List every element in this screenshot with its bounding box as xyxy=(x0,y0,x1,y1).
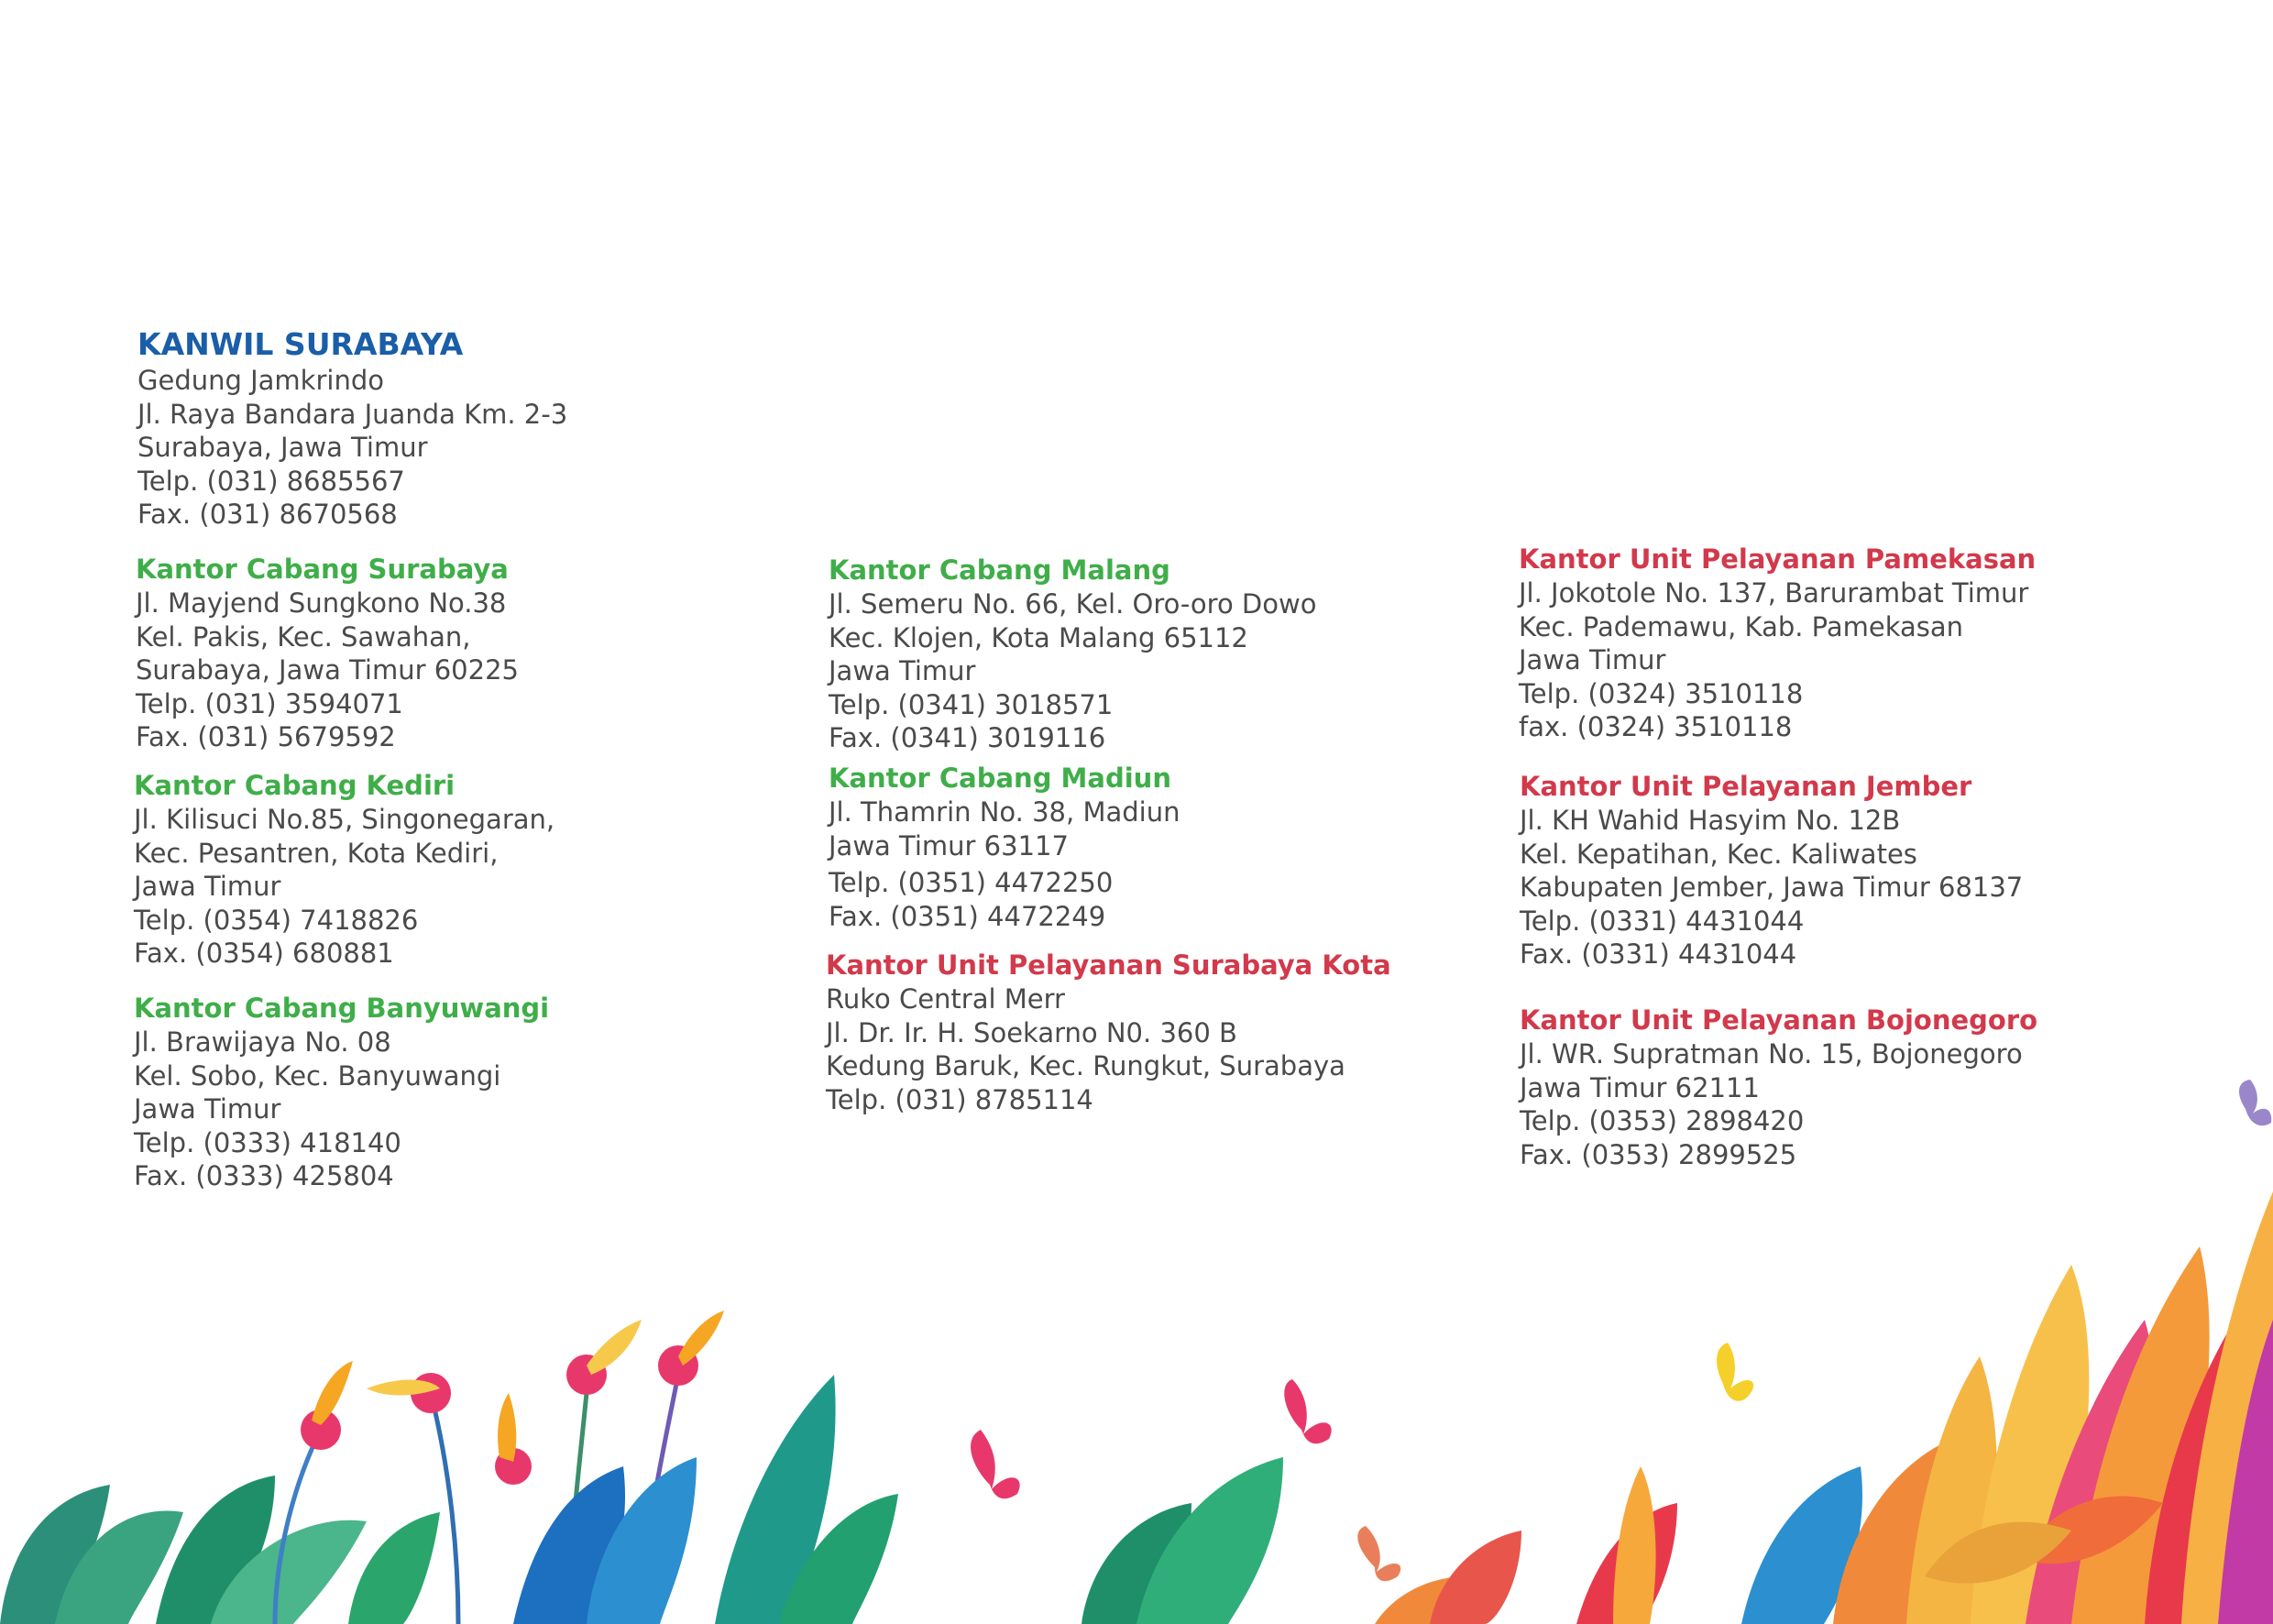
kanwil-block xyxy=(137,325,567,532)
office-title: Kantor Unit Pelayanan Surabaya Kota xyxy=(826,949,1391,981)
office-title: Kantor Cabang Surabaya xyxy=(136,554,509,585)
office-line: Fax. (0341) 3019116 xyxy=(829,722,1106,753)
kanwil-line-2: Jl. Raya Bandara Juanda Km. 2-3 xyxy=(137,398,568,430)
office-line: Telp. (0324) 3510118 xyxy=(1519,677,1804,709)
kanwil-line-3: Surabaya, Jawa Timur xyxy=(137,432,428,463)
office-line: Surabaya, Jawa Timur 60225 xyxy=(136,654,519,686)
office-unit-surabaya-kota xyxy=(826,948,1391,1116)
office-line: Telp. (0353) 2898420 xyxy=(1520,1105,1805,1136)
kanwil-line-5: Fax. (031) 8670568 xyxy=(137,499,398,530)
office-line: Kel. Sobo, Kec. Banyuwangi xyxy=(134,1059,501,1092)
kanwil-line-1: Gedung Jamkrindo xyxy=(137,365,384,396)
office-line: Fax. (031) 5679592 xyxy=(136,721,396,752)
office-line: Jl. Mayjend Sungkono No.38 xyxy=(136,587,507,619)
kanwil-line-4: Telp. (031) 8685567 xyxy=(137,465,405,497)
office-line: Kel. Pakis, Kec. Sawahan, xyxy=(136,620,471,653)
office-cabang-surabaya xyxy=(136,552,519,754)
office-title: Kantor Cabang Banyuwangi xyxy=(134,993,550,1024)
office-title: Kantor Unit Pelayanan Bojonegoro xyxy=(1520,1004,2038,1036)
office-line: Kabupaten Jember, Jawa Timur 68137 xyxy=(1520,872,2024,903)
leaf-cluster-center xyxy=(348,1375,1283,1624)
office-line: Kec. Klojen, Kota Malang 65112 xyxy=(829,621,1248,653)
office-line: Ruko Central Merr xyxy=(826,983,1065,1015)
office-line: Telp. (0341) 3018571 xyxy=(829,688,1114,720)
office-line: Jawa Timur xyxy=(829,655,976,686)
office-line: Fax. (0354) 680881 xyxy=(134,938,394,969)
office-line: Kel. Kepatihan, Kec. Kaliwates xyxy=(1520,838,1917,870)
office-title: Kantor Cabang Madiun xyxy=(829,763,1171,794)
kanwil-title: KANWIL SURABAYA xyxy=(137,326,464,362)
office-line: Telp. (0331) 4431044 xyxy=(1520,905,1805,937)
office-line: Jawa Timur xyxy=(1519,644,1666,675)
office-unit-bojonegoro xyxy=(1520,1003,2037,1171)
office-title: Kantor Cabang Malang xyxy=(829,554,1170,586)
office-line: Jl. KH Wahid Hasyim No. 12B xyxy=(1520,805,1901,836)
office-line: Telp. (0351) 4472250 xyxy=(829,867,1114,898)
office-unit-jember xyxy=(1520,769,2023,971)
office-line: Fax. (0351) 4472249 xyxy=(829,900,1106,932)
office-cabang-banyuwangi xyxy=(134,991,549,1193)
office-line: Jl. WR. Supratman No. 15, Bojonegoro xyxy=(1520,1038,2023,1070)
office-title: Kantor Cabang Kediri xyxy=(134,770,456,801)
office-line: Jl. Thamrin No. 38, Madiun xyxy=(829,796,1180,828)
office-unit-pamekasan xyxy=(1519,542,2036,744)
office-line: Kec. Pademawu, Kab. Pamekasan xyxy=(1519,610,1964,642)
leaf-cluster-left xyxy=(0,1476,367,1624)
office-line: Kec. Pesantren, Kota Kediri, xyxy=(134,837,499,869)
office-line: Telp. (031) 8785114 xyxy=(826,1083,1093,1115)
office-line: Jawa Timur xyxy=(134,1093,281,1125)
office-line: Kedung Baruk, Kec. Rungkut, Surabaya xyxy=(826,1050,1345,1081)
office-cabang-kediri xyxy=(134,768,555,971)
office-line: Telp. (0333) 418140 xyxy=(134,1126,401,1158)
office-title: Kantor Unit Pelayanan Jember xyxy=(1520,771,1972,802)
office-line: Jl. Dr. Ir. H. Soekarno N0. 360 B xyxy=(826,1016,1237,1048)
office-title: Kantor Unit Pelayanan Pamekasan xyxy=(1519,543,2037,575)
office-line: Jawa Timur 62111 xyxy=(1520,1071,1760,1103)
office-line: Fax. (0353) 2899525 xyxy=(1520,1138,1797,1170)
office-line: fax. (0324) 3510118 xyxy=(1519,711,1793,742)
office-line: Telp. (031) 3594071 xyxy=(136,687,403,719)
office-cabang-malang xyxy=(829,553,1316,755)
office-line: Jl. Semeru No. 66, Kel. Oro-oro Dowo xyxy=(829,588,1317,620)
leaf-cluster-right xyxy=(1375,1191,2273,1624)
office-line: Fax. (0331) 4431044 xyxy=(1520,938,1797,970)
office-line: Fax. (0333) 425804 xyxy=(134,1160,394,1191)
office-line: Jawa Timur xyxy=(134,871,281,902)
office-line: Telp. (0354) 7418826 xyxy=(134,904,419,936)
office-line: Jl. Brawijaya No. 08 xyxy=(134,1026,391,1058)
office-line: Jl. Jokotole No. 137, Barurambat Timur xyxy=(1519,577,2029,609)
office-line: Jl. Kilisuci No.85, Singonegaran, xyxy=(134,804,555,835)
office-line: Jawa Timur 63117 xyxy=(829,829,1069,861)
office-cabang-madiun xyxy=(829,761,1180,933)
